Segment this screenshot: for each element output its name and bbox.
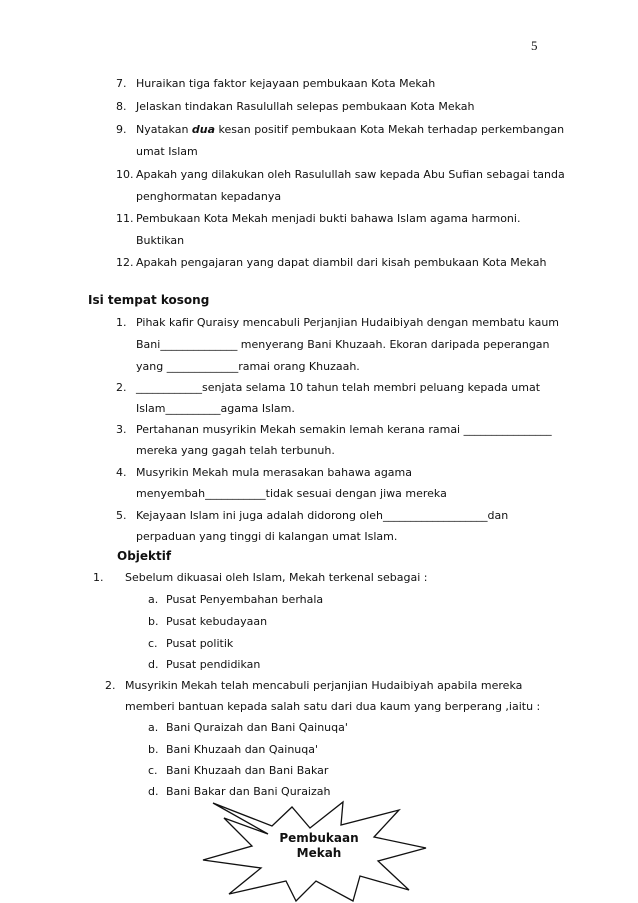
question-text: Jelaskan tindakan Rasulullah selepas pembukaan Kota Mekah [136,100,475,113]
question-number: 1. [93,571,104,584]
question-text-continued: penghormatan kepadanya [136,190,282,203]
item-number: 1. [116,316,127,329]
option-label: b. [148,743,159,756]
item-text-continued: menyembah___________tidak sesuai dengan jiwa mereka [136,487,447,500]
question-text-continued: Buktikan [136,234,185,247]
option-label: b. [148,615,159,628]
item-text: Pihak kafir Quraisy mencabuli Perjanjian Hudaibiyah dengan membatu kaum [136,316,560,329]
option-text: Pusat politik [166,637,234,650]
page-number: 5 [531,38,538,53]
item-number: 4. [116,466,127,479]
option-text: Pusat Penyembahan berhala [166,593,324,606]
question-text: Apakah yang dilakukan oleh Rasulullah saw kepada Abu Sufian sebagai tanda [136,168,565,181]
option-text: Pusat kebudayaan [166,615,268,628]
fill-blank-heading: Isi tempat kosong [88,293,210,307]
question-text [136,123,564,137]
item-text-continued: perpaduan yang tinggi di kalangan umat Islam. [136,530,398,543]
item-text: ____________senjata selama 10 tahun telah membri peluang kepada umat [136,381,541,394]
question-number: 12. [116,256,134,269]
item-number: 2. [116,381,127,394]
option-label: d. [148,785,159,798]
question-text: Apakah pengajaran yang dapat diambil dari kisah pembukaan Kota Mekah [136,256,547,269]
option-label: c. [148,764,158,777]
question-text-continued: umat Islam [136,145,198,158]
option-label: d. [148,658,159,671]
question-number: 11. [116,212,134,225]
option-text: Pusat pendidikan [166,658,261,671]
option-text: Bani Khuzaah dan Bani Bakar [166,764,329,777]
starburst-label [264,831,374,861]
starburst-line-2: Mekah [296,846,342,860]
option-label: a. [148,721,159,734]
option-label: a. [148,593,159,606]
item-text: Pertahanan musyrikin Mekah semakin lemah kerana ramai ________________ [136,423,552,436]
item-text-continued: mereka yang gagah telah terbunuh. [136,444,335,457]
question-text-end: kesan positif pembukaan Kota Mekah terhadap perkembangan [215,123,565,136]
item-text-continued: Bani______________ menyerang Bani Khuzaah. Ekoran daripada peperangan [136,338,550,351]
starburst-line-1: Pembukaan [279,831,359,845]
question-text-continued: memberi bantuan kepada salah satu dari dua kaum yang berperang ,iaitu : [125,700,541,713]
question-number: 9. [116,123,127,136]
option-text: Bani Quraizah dan Bani Qainuqa' [166,721,348,734]
item-text-continued: yang _____________ramai orang Khuzaah. [136,360,360,373]
option-text: Bani Khuzaah dan Qainuqa' [166,743,319,756]
question-text: Pembukaan Kota Mekah menjadi bukti bahawa Islam agama harmoni. [136,212,521,225]
question-text: Musyrikin Mekah telah mencabuli perjanjian Hudaibiyah apabila mereka [125,679,523,692]
question-number: 8. [116,100,127,113]
objective-heading: Objektif [117,549,172,563]
option-text: Bani Bakar dan Bani Quraizah [166,785,331,798]
question-text-start: Nyatakan [136,123,192,136]
item-text: Musyrikin Mekah mula merasakan bahawa agama [136,466,412,479]
option-label: c. [148,637,158,650]
question-number: 10. [116,168,134,181]
item-number: 5. [116,509,127,522]
item-text: Kejayaan Islam ini juga adalah didorong oleh___________________dan [136,509,509,522]
question-number: 7. [116,77,127,90]
question-text: Huraikan tiga faktor kejayaan pembukaan Kota Mekah [136,77,436,90]
item-text-continued: Islam__________agama Islam. [136,402,295,415]
question-number: 2. [105,679,116,692]
question-text: Sebelum dikuasai oleh Islam, Mekah terkenal sebagai : [125,571,428,584]
item-number: 3. [116,423,127,436]
emphasis-word: dua [191,123,216,136]
